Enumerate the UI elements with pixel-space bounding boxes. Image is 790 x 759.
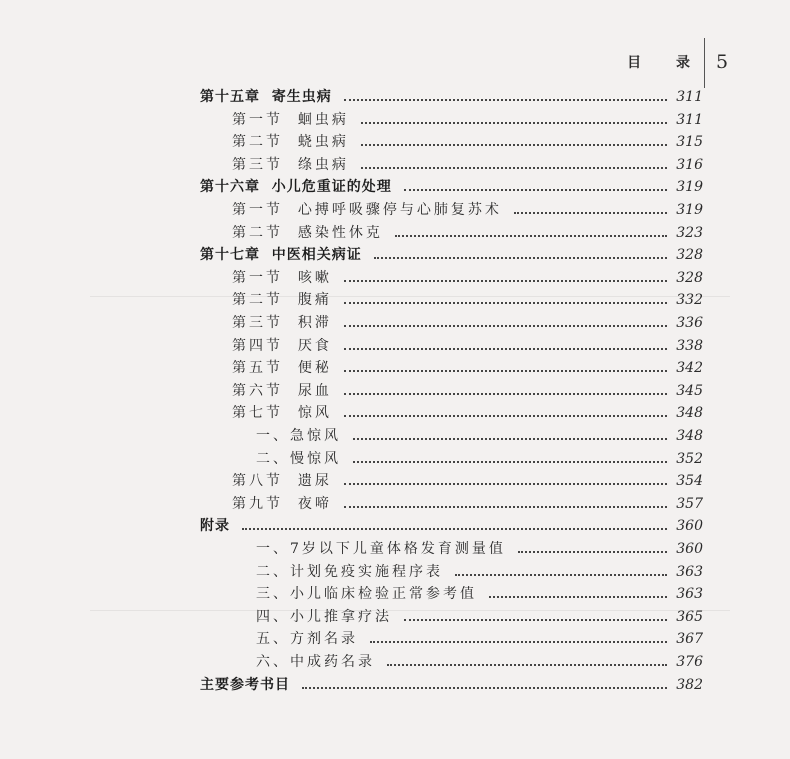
entry-page: 319 xyxy=(676,202,703,218)
entry-title: 第八节 遗尿 xyxy=(232,473,332,490)
entry-page: 315 xyxy=(676,134,703,151)
dot-leader xyxy=(353,461,667,463)
toc-entry xyxy=(232,493,703,515)
entry-page: 365 xyxy=(676,608,703,625)
entry-page: 336 xyxy=(676,315,703,331)
toc-entry xyxy=(232,267,703,289)
dot-leader xyxy=(344,370,667,372)
dot-leader xyxy=(455,574,667,576)
dot-leader xyxy=(344,280,667,282)
dot-leader xyxy=(344,302,667,304)
dot-leader xyxy=(344,506,667,508)
dot-leader xyxy=(361,167,667,169)
toc-chapter-entry xyxy=(200,176,703,198)
entry-page: 348 xyxy=(676,428,703,444)
dot-leader xyxy=(518,551,667,553)
dot-leader xyxy=(361,122,667,124)
dot-leader xyxy=(344,393,667,395)
entry-title: 第三节 绦虫病 xyxy=(232,156,349,173)
entry-page: 311 xyxy=(676,111,703,128)
entry-page: 348 xyxy=(676,405,703,422)
toc-entry xyxy=(232,289,703,311)
entry-title: 第一节 咳嗽 xyxy=(232,269,332,286)
entry-title: 一、7岁以下儿童体格发育测量值 xyxy=(256,541,506,557)
toc-entry xyxy=(232,131,703,153)
toc-entry xyxy=(232,470,703,492)
entry-title: 六、中成药名录 xyxy=(256,654,375,670)
toc-entry xyxy=(256,425,703,447)
dot-leader xyxy=(514,212,667,214)
header-title: 目 录 xyxy=(627,55,694,71)
entry-title: 第十六章 小儿危重证的处理 xyxy=(200,179,392,196)
dot-leader xyxy=(387,664,667,666)
dot-leader xyxy=(353,438,667,440)
entry-page: 363 xyxy=(676,586,703,603)
toc-entry xyxy=(232,402,703,424)
dot-leader xyxy=(404,619,667,621)
toc-chapter-entry xyxy=(200,674,703,696)
dot-leader xyxy=(302,687,667,689)
entry-title: 四、小儿推拿疗法 xyxy=(256,608,392,625)
running-header xyxy=(600,48,790,78)
toc-entry xyxy=(232,222,703,244)
toc-entry xyxy=(256,651,703,673)
dot-leader xyxy=(344,483,667,485)
entry-page: 357 xyxy=(676,495,703,512)
dot-leader xyxy=(370,641,667,643)
entry-page: 363 xyxy=(676,563,703,580)
entry-page: 360 xyxy=(676,541,703,557)
dot-leader xyxy=(344,99,667,101)
entry-title: 第四节 厌食 xyxy=(232,337,332,354)
entry-title: 第二节 蛲虫病 xyxy=(232,134,349,151)
entry-page: 323 xyxy=(676,224,703,241)
toc-entry xyxy=(232,357,703,379)
entry-page: 319 xyxy=(676,179,703,196)
entry-title: 五、方剂名录 xyxy=(256,631,358,648)
entry-page: 311 xyxy=(676,89,703,105)
entry-page: 352 xyxy=(676,450,703,467)
entry-title: 第三节 积滞 xyxy=(232,315,332,331)
toc-entry xyxy=(232,312,703,334)
entry-title: 第六节 尿血 xyxy=(232,382,332,399)
entry-page: 328 xyxy=(676,269,703,286)
toc-entry xyxy=(256,561,703,583)
entry-title: 主要参考书目 xyxy=(200,676,290,693)
entry-page: 367 xyxy=(676,631,703,648)
dot-leader xyxy=(242,528,667,530)
entry-page: 332 xyxy=(676,292,703,309)
toc-entry xyxy=(232,154,703,176)
toc-entry xyxy=(232,380,703,402)
toc-entry xyxy=(256,628,703,650)
entry-title: 第二节 感染性休克 xyxy=(232,224,383,241)
dot-leader xyxy=(344,348,667,350)
entry-page: 342 xyxy=(676,360,703,377)
dot-leader xyxy=(344,415,667,417)
dot-leader xyxy=(344,325,667,327)
entry-page: 376 xyxy=(676,654,703,670)
toc-entry xyxy=(256,538,703,560)
toc-entry xyxy=(232,199,703,221)
toc-chapter-entry xyxy=(200,86,703,108)
entry-title: 第一节 心搏呼吸骤停与心肺复苏术 xyxy=(232,202,502,218)
entry-page: 382 xyxy=(676,676,703,693)
dot-leader xyxy=(404,189,667,191)
entry-page: 354 xyxy=(676,473,703,490)
entry-page: 345 xyxy=(676,382,703,399)
toc-entry xyxy=(232,109,703,131)
entry-title: 第一节 蛔虫病 xyxy=(232,111,349,128)
entry-title: 第七节 惊风 xyxy=(232,405,332,422)
dot-leader xyxy=(361,144,667,146)
entry-page: 328 xyxy=(676,247,703,264)
dot-leader xyxy=(374,257,667,259)
entry-title: 第十七章 中医相关病证 xyxy=(200,247,362,264)
entry-title: 第十五章 寄生虫病 xyxy=(200,89,332,105)
toc-entry xyxy=(256,583,703,605)
dot-leader xyxy=(489,596,667,598)
entry-title: 第九节 夜啼 xyxy=(232,495,332,512)
entry-title: 三、小儿临床检验正常参考值 xyxy=(256,586,477,603)
entry-title: 第二节 腹痛 xyxy=(232,292,332,309)
entry-page: 338 xyxy=(676,337,703,354)
page-number: 5 xyxy=(716,51,729,73)
toc-entry xyxy=(256,606,703,628)
entry-title: 二、计划免疫实施程序表 xyxy=(256,563,443,580)
entry-page: 316 xyxy=(676,156,703,173)
toc-entry xyxy=(256,448,703,470)
entry-title: 一、急惊风 xyxy=(256,428,341,444)
toc-chapter-entry xyxy=(200,515,703,537)
header-divider xyxy=(704,38,705,88)
entry-page: 360 xyxy=(676,518,703,535)
entry-title: 附录 xyxy=(200,518,230,535)
entry-title: 第五节 便秘 xyxy=(232,360,332,377)
dot-leader xyxy=(395,235,667,237)
toc-entry xyxy=(232,335,703,357)
entry-title: 二、慢惊风 xyxy=(256,450,341,467)
toc-chapter-entry xyxy=(200,244,703,266)
